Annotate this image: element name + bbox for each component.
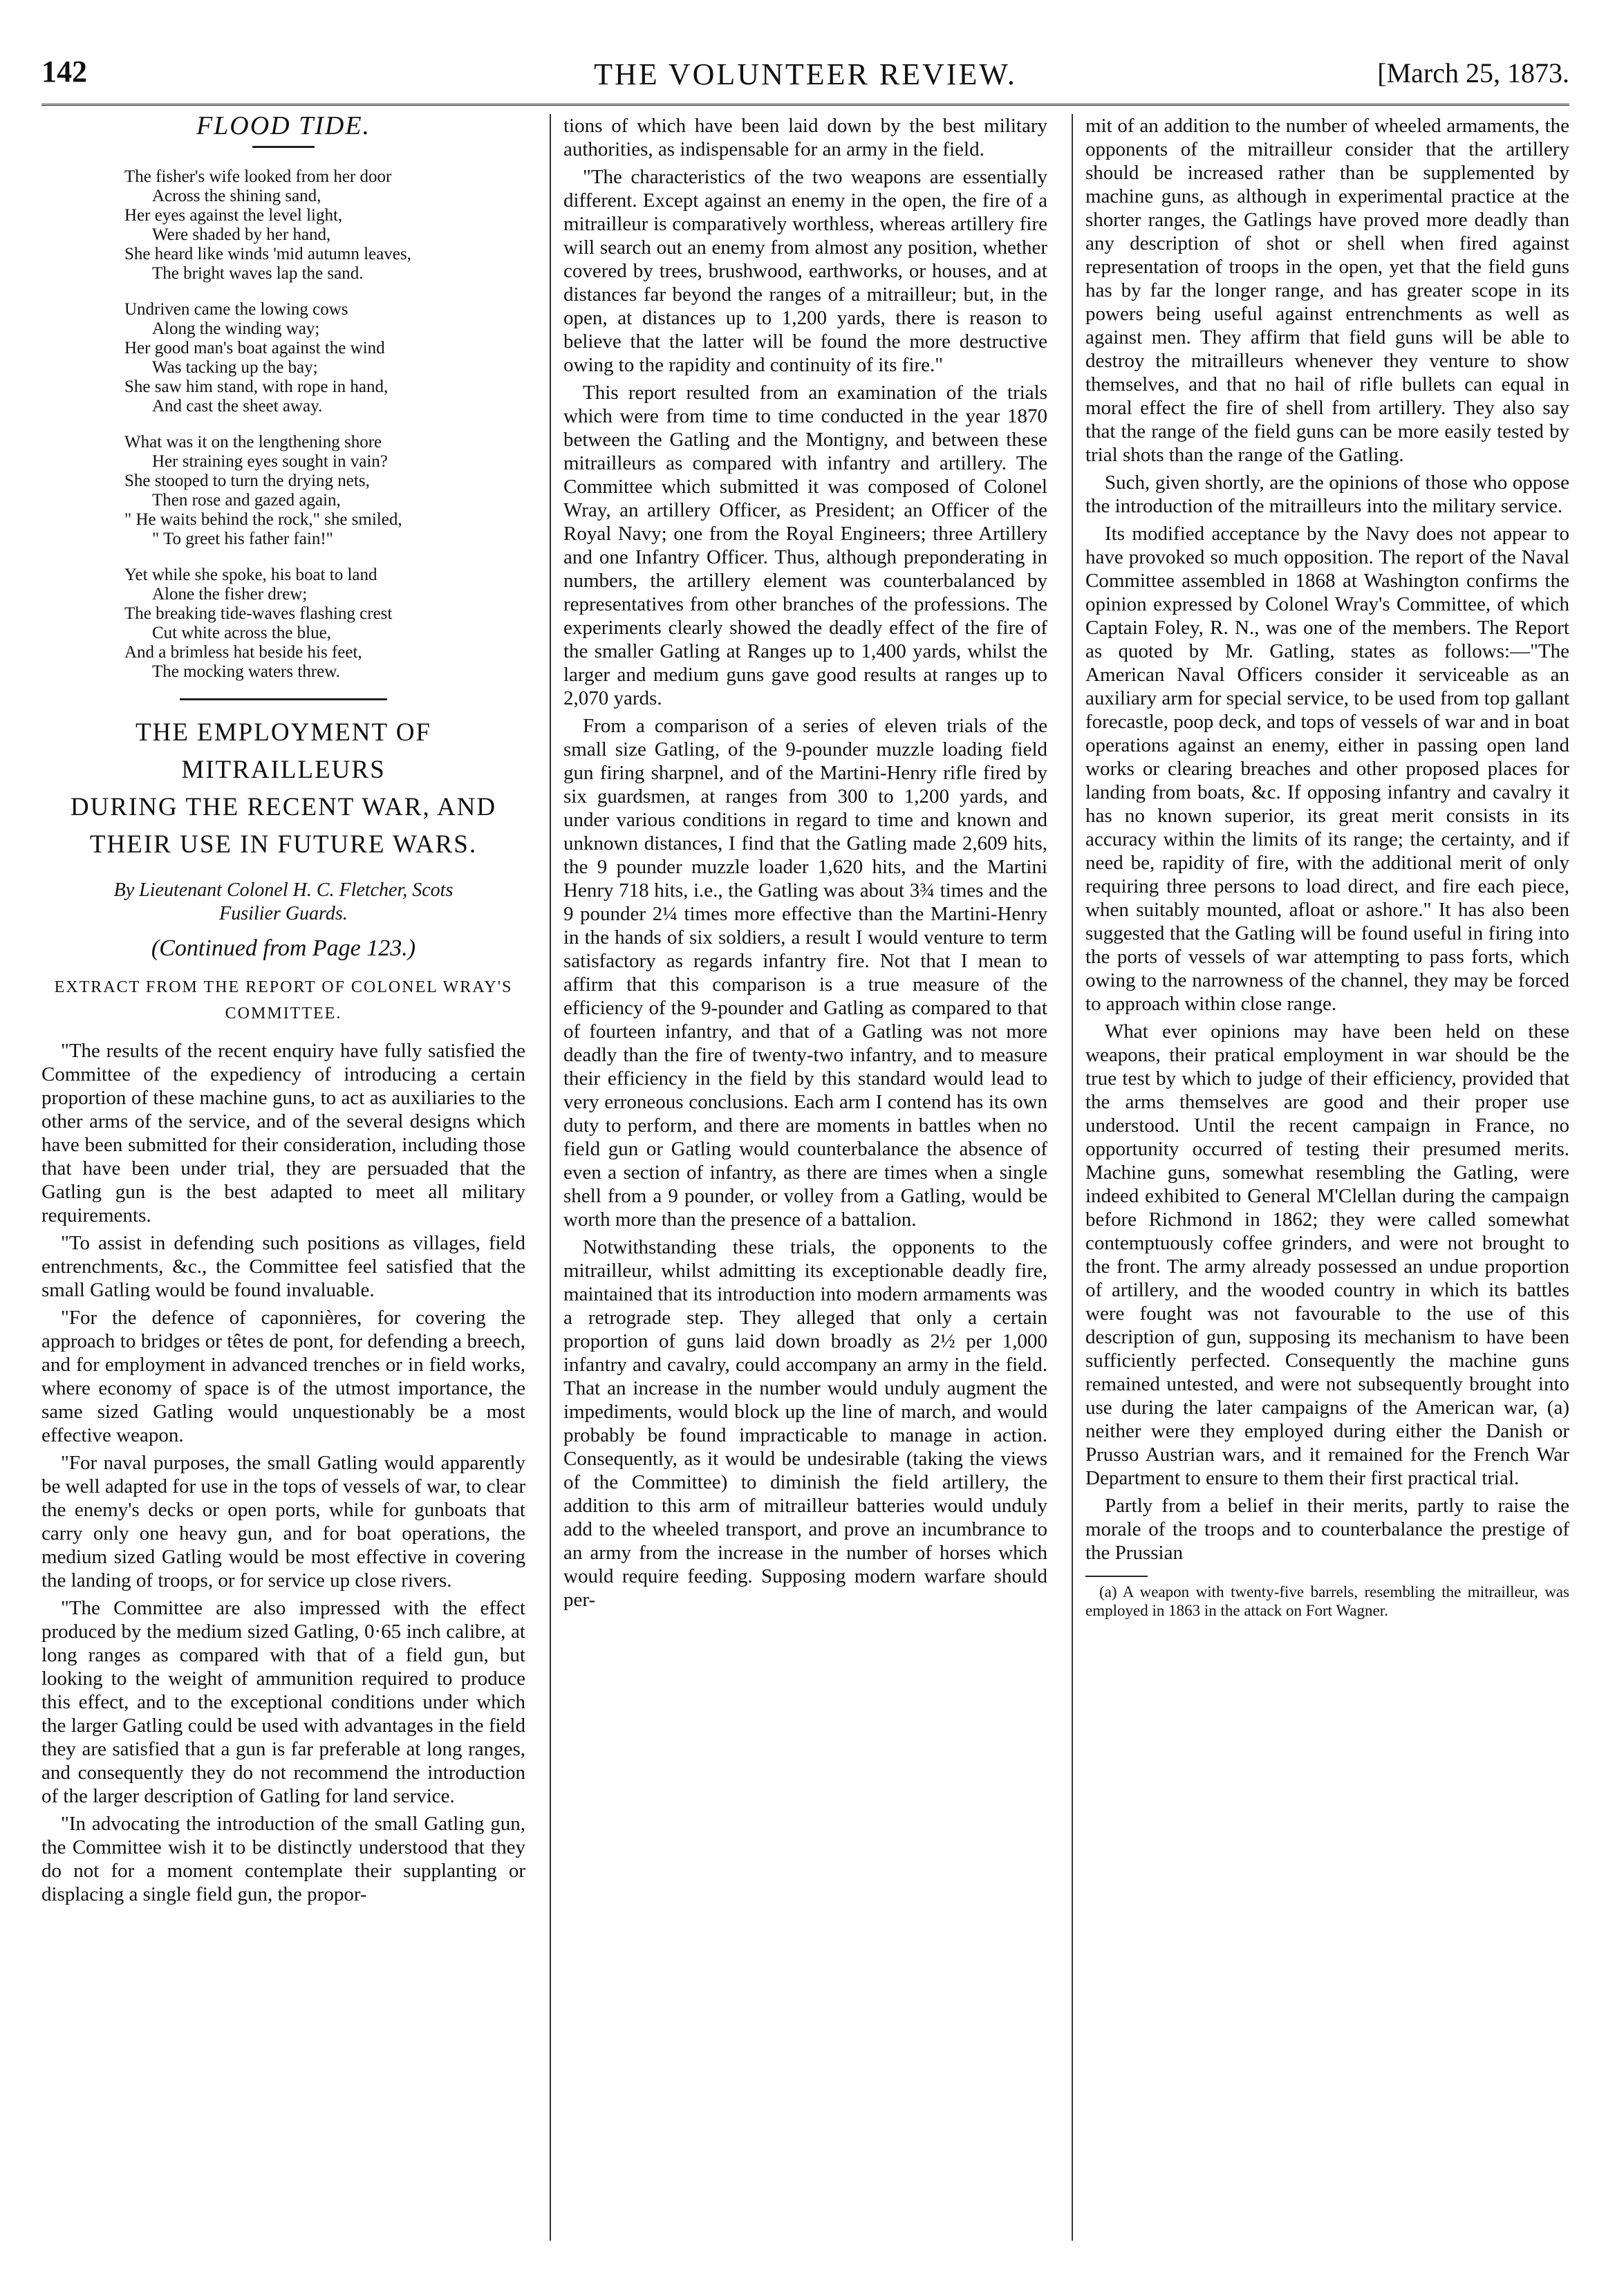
byline-line: Fusilier Guards. — [219, 903, 348, 924]
footnote: (a) A weapon with twenty-five barrels, resembling the mitrailleur, was employed in 1863 in the attack on Fort Wagner. — [1085, 1583, 1569, 1619]
publication-title: THE VOLUNTEER REVIEW. — [594, 57, 1017, 91]
poem-line: And a brimless hat beside his feet, — [124, 643, 362, 662]
poem-line: Alone the fisher drew; — [152, 585, 308, 604]
extract-line: COMMITTEE. — [225, 1005, 342, 1023]
poem-title: FLOOD TIDE. — [196, 111, 371, 140]
paragraph: From a comparison of a series of eleven trials of the small size Gatling, of the 9-pounder muzzle loading field gun firing sharpnel, and of the Martini-Henry rifle fired by six guardsmen, at ranges from 300 to 1,200 yards, and under various conditions in regard to time and known and unknown distances, I find that the Gatling made 2,609 hits, the 9 pounder muzzle loader 1,620 hits, and the Martini Henry 718 hits, i.e., the Gatling was about 3¾ times and the 9 pounder 2¼ times more effective than the Martini-Henry in the hands of six soldiers, a result I would venture to term satisfactory as regards infantry fire. Not that I mean to affirm that this comparison is a true measure of the efficiency of the 9-pounder and Gatling as compared to that of fourteen infantry, and that of a Gatling was not more deadly than the fire of twenty-two infantry, and to measure their efficiency in the field by this standard would lead to very erroneous conclusions. Each arm I contend has its own duty to perform, and there are moments in battles when no field gun or Gatling would counterbalance the absence of even a section of infantry, as there are times when a single shell from a 9 pounder, or volley from a Gatling, would be worth more than the presence of a battalion. — [563, 715, 1047, 1231]
poem-line: The breaking tide-waves flashing crest — [124, 604, 393, 623]
page-number: 142 — [41, 55, 87, 88]
poem-stanza — [41, 566, 525, 682]
column-2 — [563, 114, 1047, 2255]
article-title — [41, 714, 525, 864]
poem-line: The fisher's wife looked from her door — [124, 167, 392, 186]
poem-line: Was tacking up the bay; — [152, 358, 318, 377]
header-rule — [41, 104, 1569, 106]
poem-line: She saw him stand, with rope in hand, — [124, 377, 389, 396]
poem-line: Her straining eyes sought in vain? — [152, 452, 388, 471]
footnote-rule — [1085, 1576, 1148, 1577]
extract-heading — [41, 974, 525, 1027]
column-divider — [550, 114, 551, 2241]
paragraph: "The characteristics of the two weapons are essentially different. Except against an enemy in the open, the fire of a mitrailleur is comparatively worthless, whereas artillery fire will search out an enemy from almost any position, whether covered by trees, brushwood, earthworks, or houses, and at distances far beyond the ranges of a mitrailleur; but, in the open, at distances up to 1,200 yards, there is reason to believe that the latter will be found the more destructive owing to the rapidity and continuity of its fire." — [563, 166, 1047, 376]
paragraph: "The results of the recent enquiry have fully satisfied the Committee of the expediency of introducing a certain proportion of these machine guns, to act as auxiliaries to the other arms of the service, and of the several designs which have been submitted for their consideration, including those that have been under trial, they are persuaded that the Gatling gun is the best adapted to meet all military requirements. — [41, 1040, 525, 1226]
extract-line: EXTRACT FROM THE REPORT OF COLONEL WRAY'S — [54, 978, 513, 996]
paragraph: What ever opinions may have been held on these weapons, their pratical employment in war should be the true test by which to judge of their efficiency, provided that the arms themselves are good and their proper use understood. Until the recent campaign in France, no opportunity occurred of testing their presumed merits. Machine guns, somewhat resembling the Gatling, were indeed exhibited to General M'Clellan during the campaign before Richmond in 1862; they were called somewhat contemptuously coffee grinders, and were not brought to the front. The army already possessed an undue proportion of artillery, and the wooded country in which its battles were fought was not favourable to the use of this description of gun, supposing its mechanism to have been sufficiently perfected. Consequently the machine guns remained untested, and were not subsequently brought into use during the later campaigns of the American war, (a) neither were they employed during either the Danish or Prusso Austrian wars, and it remained for the French War Department to ensure to them their first practical trial. — [1085, 1020, 1569, 1489]
paragraph: "To assist in defending such positions as villages, field entrenchments, &c., the Committee feel satisfied that the small Gatling would be found invaluable. — [41, 1232, 525, 1301]
paragraph: This report resulted from an examination of the trials which were from time to time conducted in the year 1870 between the Gatling and the Montigny, and between these mitrailleurs as compared with infantry and artillery. The Committee which submitted it was composed of Colonel Wray, an artillery Officer, as President; an Officer of the Royal Navy; one from the Royal Engineers; three Artillery and one Infantry Officer. Thus, although preponderating in numbers, the artillery element was counterbalanced by representatives from other branches of the professions. The experiments clearly showed the deadly effect of the fire of the smaller Gatling at Ranges up to 1,400 yards, whilst the larger and medium guns gave good results at ranges up to 2,070 yards. — [563, 382, 1047, 709]
poem-line: Cut white across the blue, — [152, 624, 331, 642]
poem-line: Then rose and gazed again, — [152, 491, 341, 510]
paragraph: Notwithstanding these trials, the opponents to the mitrailleur, whilst admitting its exceptionable deadly fire, maintained that its introduction into modern armaments was a retrograde step. They alleged that only a certain proportion of guns laid down broadly as 2½ per 1,000 infantry and cavalry, could accompany an army in the field. That an increase in the number would unduly augment the impediments, would block up the line of march, and would probably be found impracticable to manage in action. Consequently, as it would be undesirable (taking the views of the Committee) to diminish the field artillery, the addition to this arm of mitrailleur batteries would unduly add to the wheeled transport, and prove an incumbrance to an army from the increase in the number of horses which would require feeding. Supposing modern warfare should per- — [563, 1236, 1047, 1611]
poem-line: Undriven came the lowing cows — [124, 300, 348, 319]
poem-line: " To greet his father fain!" — [152, 530, 333, 548]
continued-note: (Continued from Page 123.) — [151, 935, 416, 961]
poem-line: " He waits behind the rock," she smiled, — [124, 510, 402, 529]
poem-line: Her eyes against the level light, — [124, 206, 343, 225]
poem-line: Her good man's boat against the wind — [124, 339, 385, 357]
article-title-line: THEIR USE IN FUTURE WARS. — [89, 830, 478, 859]
byline — [41, 879, 525, 926]
poem-line: She heard like winds 'mid autumn leaves, — [124, 245, 411, 263]
column-3 — [1085, 114, 1569, 2255]
column-divider — [1072, 114, 1073, 2241]
paragraph: Partly from a belief in their merits, partly to raise the morale of the troops and to counterbalance the prestige of the Prussian — [1085, 1495, 1569, 1564]
poem-line: Were shaded by her hand, — [152, 225, 331, 244]
poem-stanza — [41, 167, 525, 283]
paragraph: Its modified acceptance by the Navy does not appear to have provoked so much opposition. The report of the Naval Committee assembled in 1868 at Washington confirms the opinion expressed by Colonel Wray's Committee, of which Captain Foley, R. N., was one of the members. The Report as quoted by Mr. Gatling, states as follows:—"The American Naval Officers consider it serviceable as an auxiliary arm for special service, to be used from top gallant forecastle, poop deck, and tops of vessels of war and in boat operations against an enemy, either in passing open land works or clearing breaches and other proposed places for landing from boats, &c. If opposing infantry and cavalry it has no known superior, its great merit consists in its accuracy within the limits of its range; the certainty, and if need be, rapidity of fire, with the additional merit of only requiring three persons to load direct, and fire each piece, when suitably mounted, afloat or ashore." It has also been suggested that the Gatling will be found useful in firing into the ports of vessels of war attempting to pass forts, which owing to the narrowness of the channel, they may be forced to approach within close range. — [1085, 523, 1569, 1015]
paragraph: tions of which have been laid down by the best military authorities, as indispensable for an army in the field. — [563, 115, 1047, 160]
poem-line: And cast the sheet away. — [152, 397, 323, 416]
poem-line: Across the shining sand, — [152, 187, 321, 205]
paragraph: "For naval purposes, the small Gatling would apparently be well adapted for use in the tops of vessels of war, to clear the enemy's decks or open ports, while for gunboats that carry only one heavy gun, and for boat operations, the medium sized Gatling would be most effective in covering the landing of troops, or for service up close rivers. — [41, 1452, 525, 1592]
article-title-line: DURING THE RECENT WAR, AND — [70, 793, 497, 821]
poem-stanza — [41, 300, 525, 416]
paragraph: Such, given shortly, are the opinions of those who oppose the introduction of the mitrailleurs into the military service. — [1085, 472, 1569, 517]
paragraph: mit of an addition to the number of wheeled armaments, the opponents of the mitrailleur consider that the artillery should be increased rather than be supplemented by machine guns, as although in experimental practice at the shorter ranges, the Gatlings have proved more deadly than any description of shot or shell when fired against representation of troops in the open, yet that the field guns has by far the longer range, and has greater scope in its powers being useful against entrenchments as well as against men. They affirm that field guns will be able to destroy the mitrailleurs whenever they venture to show themselves, and that no hail of rifle bullets can equal in moral effect the fire of shell from artillery. They also say that the range of the field guns can be more easily tested by trial shots than the range of the Gatling. — [1085, 115, 1569, 466]
column-1 — [41, 111, 525, 2255]
poem-line: The mocking waters threw. — [152, 662, 340, 681]
paragraph: "The Committee are also impressed with the effect produced by the medium sized Gatling, 0·65 inch calibre, at long ranges as compared with that of a field gun, but looking to the weight of ammunition required to produce this effect, and to the exceptional conditions under which the larger Gatling could be used with advantages in the field they are satisfied that a gun is far preferable at long ranges, and consequently they do not recommend the introduction of the larger description of Gatling for land service. — [41, 1597, 525, 1807]
poem-line: She stooped to turn the drying nets, — [124, 472, 370, 490]
poem-line: Along the winding way; — [152, 319, 320, 338]
poem-line: The bright waves lap the sand. — [152, 264, 364, 283]
poem-stanza — [41, 433, 525, 549]
paragraph: "In advocating the introduction of the small Gatling gun, the Committee wish it to be distinctly understood that they do not for a moment contemplate their supplanting or displacing a single field gun, the propor- — [41, 1813, 525, 1905]
section-rule — [180, 698, 387, 700]
issue-date: [March 25, 1873. — [1377, 57, 1569, 88]
article-title-line: THE EMPLOYMENT OF MITRAILLEURS — [136, 718, 431, 784]
poem-rule — [252, 146, 315, 148]
poem-line: What was it on the lengthening shore — [124, 433, 382, 451]
page-header — [41, 47, 1569, 102]
byline-line: By Lieutenant Colonel H. C. Fletcher, Scots — [113, 879, 454, 901]
poem-line: Yet while she spoke, his boat to land — [124, 566, 377, 584]
paragraph: "For the defence of caponnières, for covering the approach to bridges or têtes de pont, for defending a breech, and for employment in advanced trenches or in field works, where economy of space is of the utmost importance, the same sized Gatling would unquestionably be a most effective weapon. — [41, 1307, 525, 1446]
